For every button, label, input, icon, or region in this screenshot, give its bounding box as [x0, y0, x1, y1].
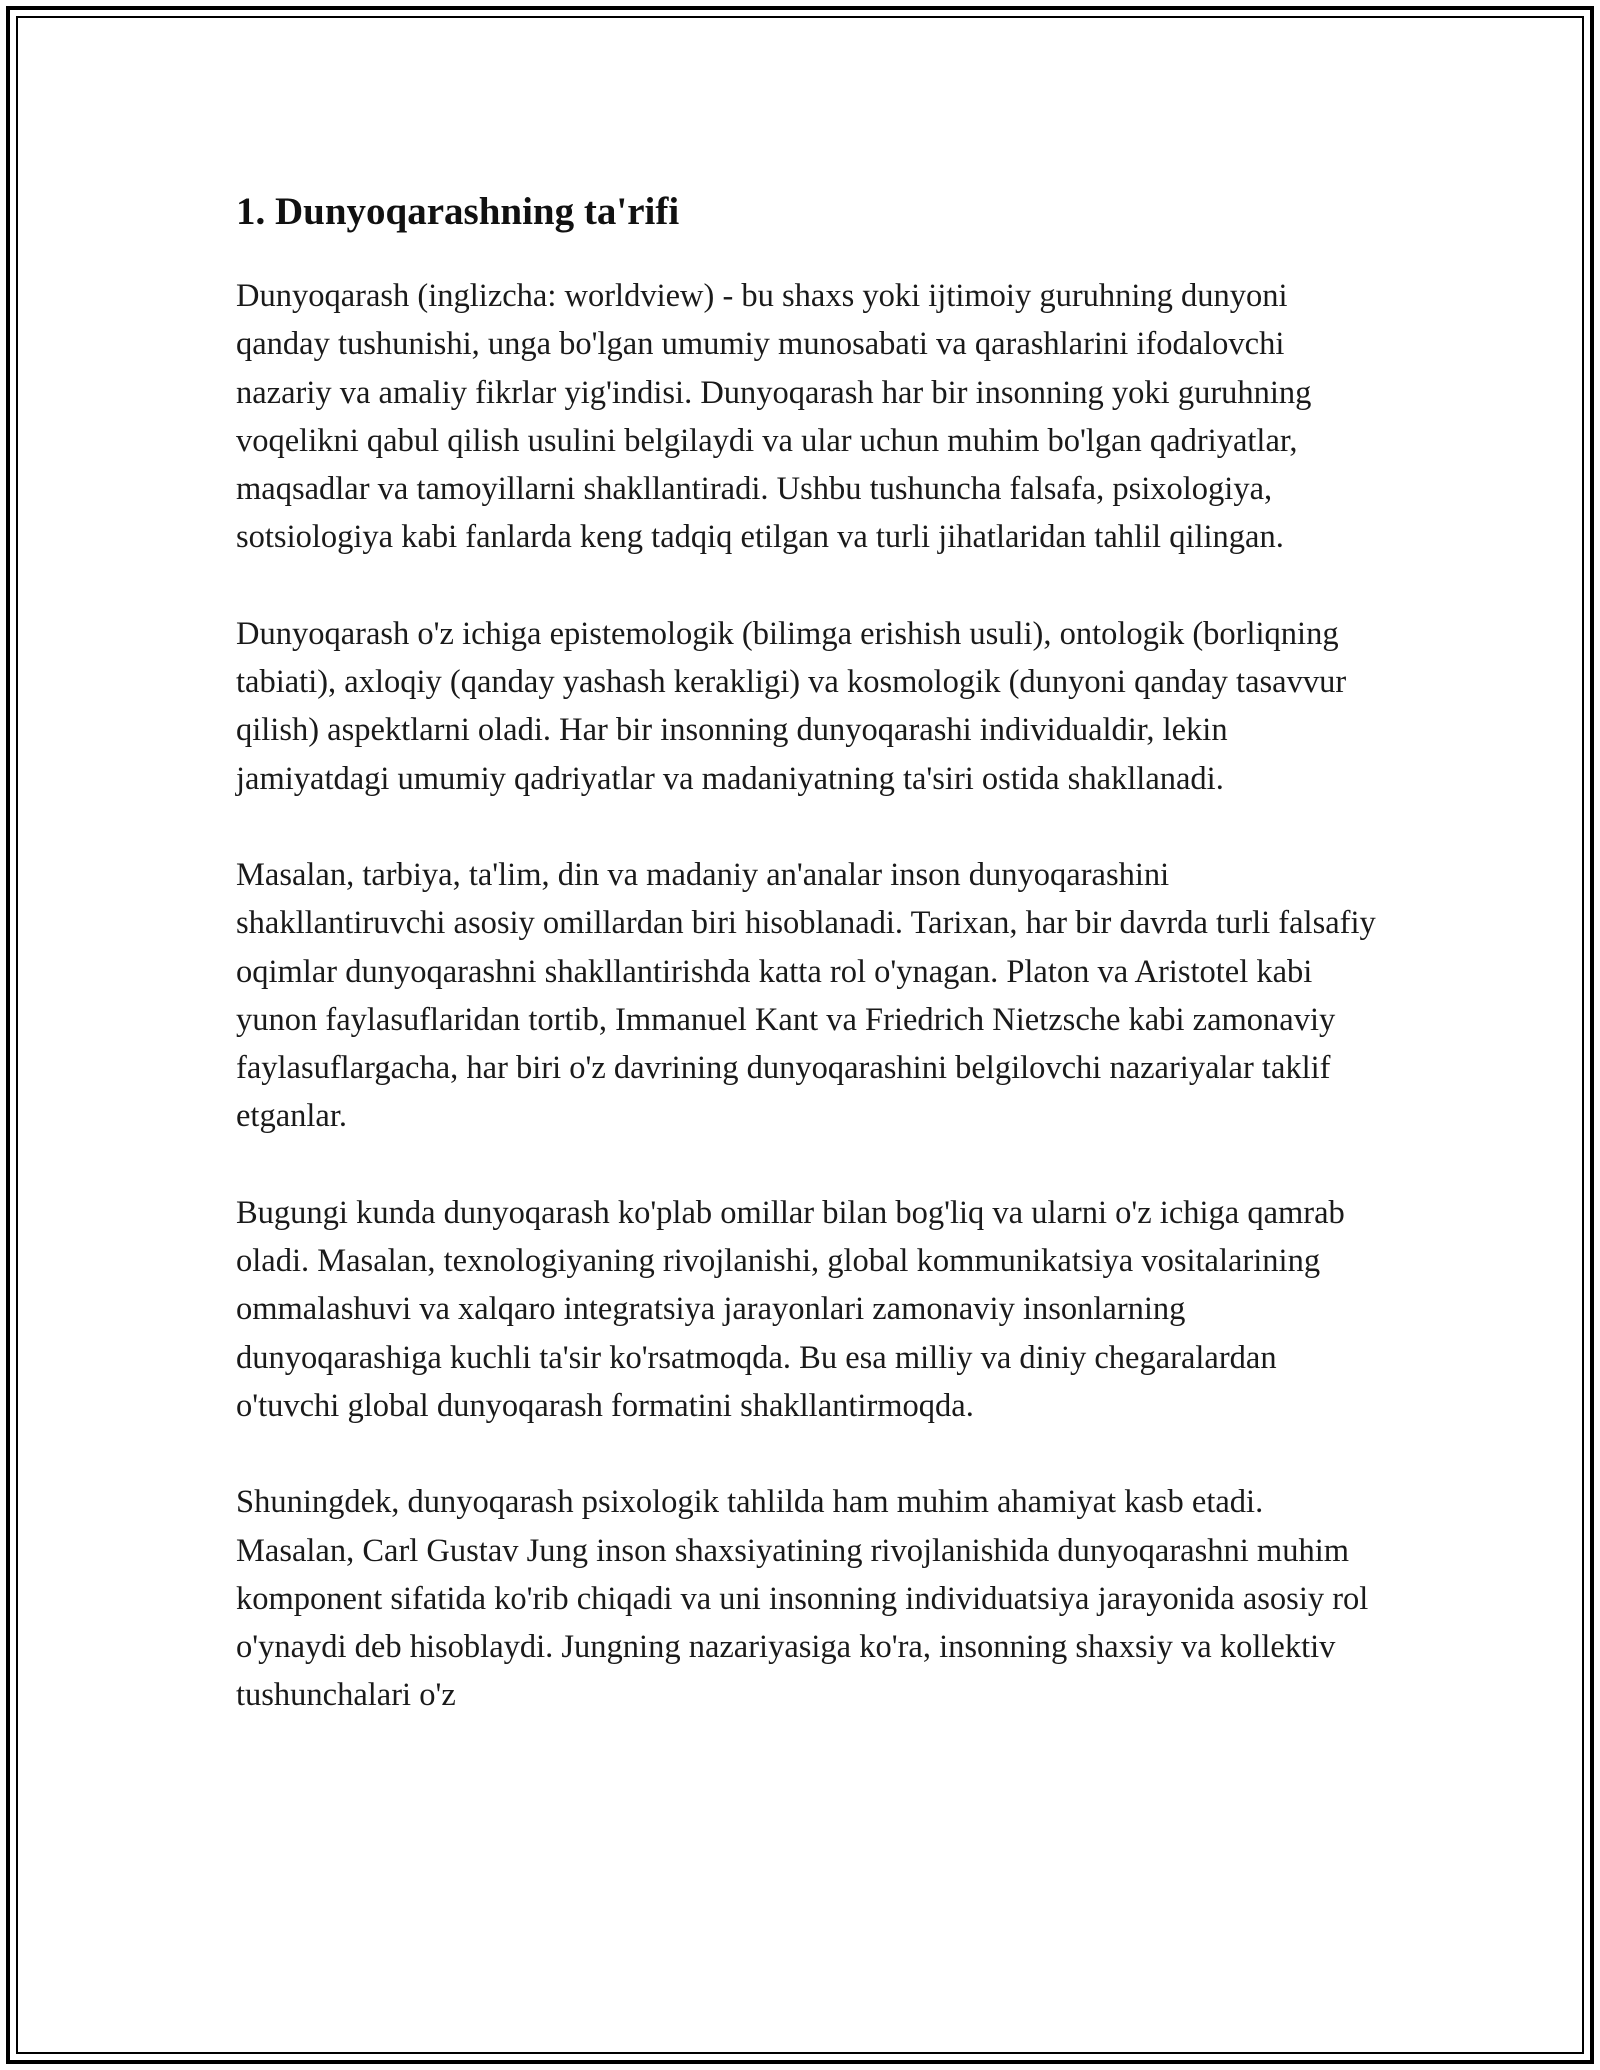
paragraph-1: Dunyoqarash (inglizcha: worldview) - bu shaxs yoki ijtimoiy guruhning dunyoni qanday tushunishi, unga bo'lgan umumiy munosabati va qarashlarini ifodalovchi nazariy va amaliy fikrlar yig'indisi. Dunyoqarash har bir insonning yoki guruhning voqelikni qabul qilish usulini belgilaydi va ular uchun muhim bo'lgan qadriyatlar, maqsadlar va tamoyillarni shakllantiradi. Ushbu tushuncha falsafa, psixologiya, sotsiologiya kabi fanlarda keng tadqiq etilgan va turli jihatlaridan tahlil qilingan. [236, 278, 1312, 556]
document-body [236, 184, 1376, 1720]
paragraph-2: Dunyoqarash o'z ichiga epistemologik (bilimga erishish usuli), ontologik (borliqning tabiati), axloqiy (qanday yashash kerakligi) va kosmologik (dunyoni qanday tasavvur qilish) aspektlarni oladi. Har bir insonning dunyoqarashi individualdir, lekin jamiyatdagi umumiy qadriyatlar va madaniyatning ta'siri ostida shakllanadi. [236, 615, 1347, 797]
paragraph-3: Masalan, tarbiya, ta'lim, din va madaniy an'analar inson dunyoqarashini shakllantiruvchi asosiy omillardan biri hisoblanadi. Tarixan, har bir davrda turli falsafiy oqimlar dunyoqarashni shakllantirishda katta rol o'ynagan. Platon va Aristotel kabi yunon faylasuflaridan tortib, Immanuel Kant va Friedrich Nietzsche kabi zamonaviy faylasuflargacha, har biri o'z davrining dunyoqarashini belgilovchi nazariyalar taklif etganlar. [236, 856, 1376, 1135]
paragraph-4: Bugungi kunda dunyoqarash ko'plab omillar bilan bog'liq va ularni o'z ichiga qamrab oladi. Masalan, texnologiyaning rivojlanishi, global kommunikatsiya vositalarining ommalashuvi va xalqaro integratsiya jarayonlari zamonaviy insonlarning dunyoqarashiga kuchli ta'sir ko'rsatmoqda. Bu esa milliy va diniy chegaralardan o'tuvchi global dunyoqarash formatini shakllantirmoqda. [236, 1194, 1345, 1424]
paragraph-5: Shuningdek, dunyoqarash psixologik tahlilda ham muhim ahamiyat kasb etadi. Masalan, Carl Gustav Jung inson shaxsiyatining rivojlanishida dunyoqarashni muhim komponent sifatida ko'rib chiqadi va uni insonning individuatsiya jarayonida asosiy rol o'ynaydi deb hisoblaydi. Jungning nazariyasiga ko'ra, insonning shaxsiy va kollektiv tushunchalari o'z [236, 1484, 1369, 1714]
section-title: 1. Dunyoqarashning ta'rifi [236, 190, 680, 233]
